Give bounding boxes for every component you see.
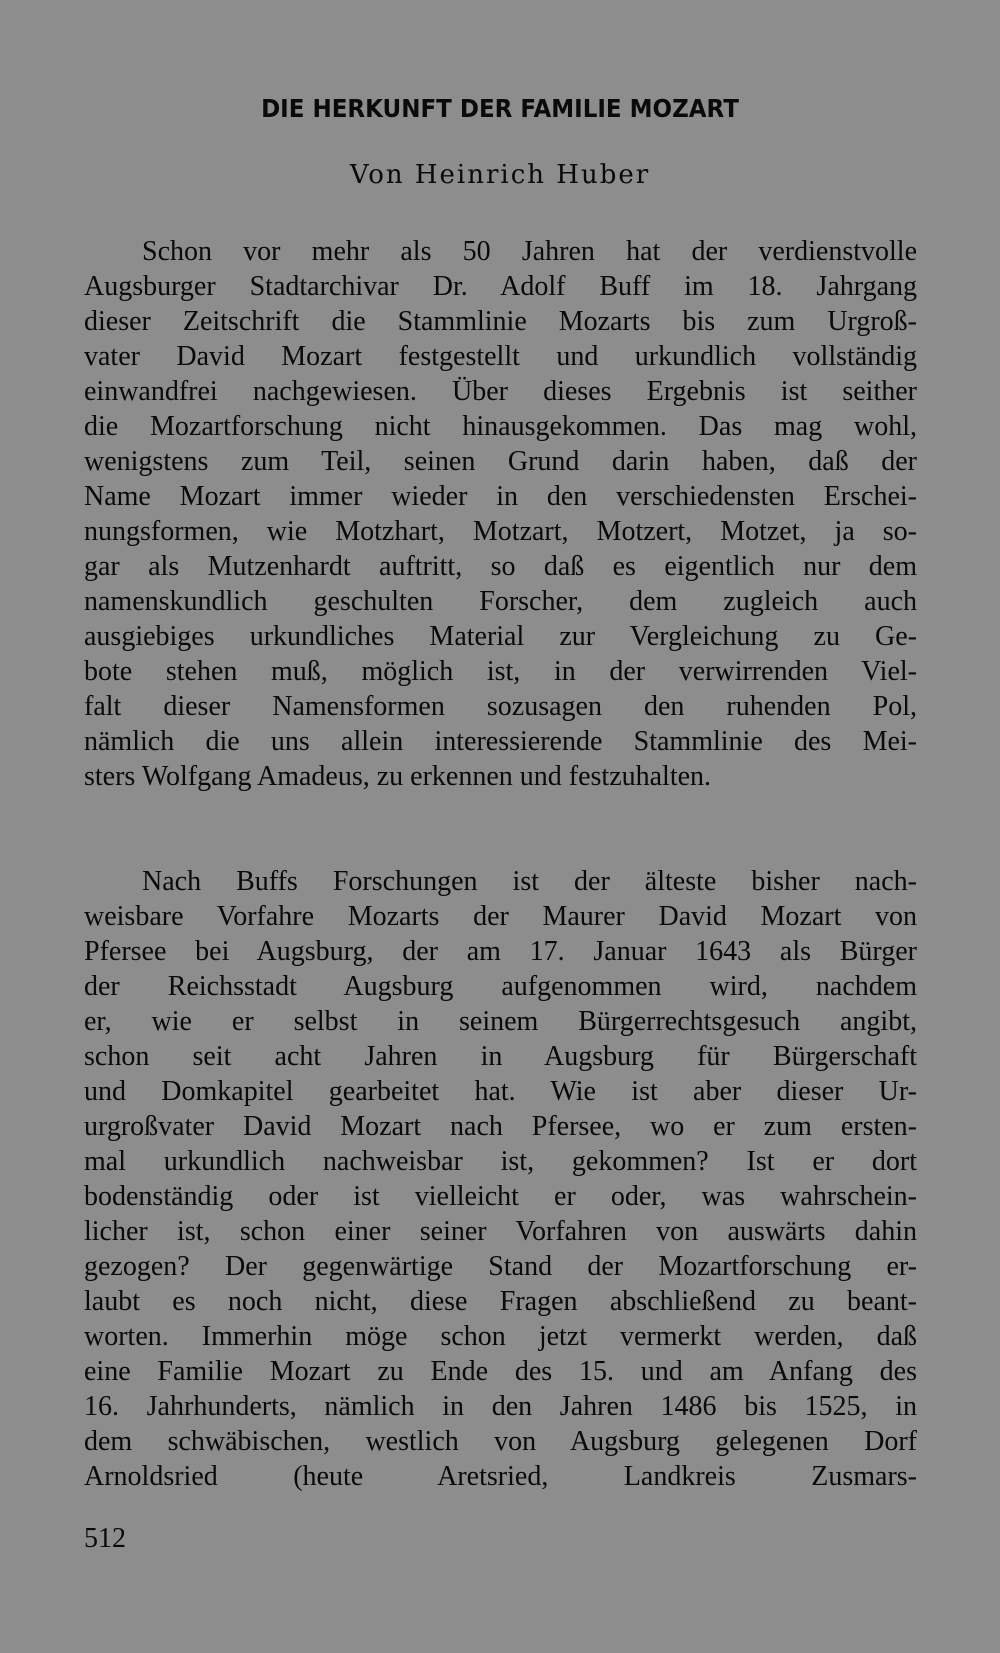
text-line: einwandfrei nachgewiesen. Über dieses Ergebnis ist seither — [84, 376, 917, 407]
text-line: schon seit acht Jahren in Augsburg für Bürgerschaft — [84, 1041, 917, 1072]
text-line: dieser Zeitschrift die Stammlinie Mozarts bis zum Urgroß- — [84, 306, 917, 337]
text-line: wenigstens zum Teil, seinen Grund darin haben, daß der — [84, 446, 917, 477]
text-line: falt dieser Namensformen sozusagen den ruhenden Pol, — [84, 691, 917, 722]
text-line: weisbare Vorfahre Mozarts der Maurer David Mozart von — [84, 901, 917, 932]
text-line: nämlich die uns allein interessierende Stammlinie des Mei- — [84, 726, 917, 757]
text-line: sters Wolfgang Amadeus, zu erkennen und festzuhalten. — [84, 761, 712, 792]
text-line: Augsburger Stadtarchivar Dr. Adolf Buff im 18. Jahrgang — [84, 271, 917, 302]
text-line: eine Familie Mozart zu Ende des 15. und am Anfang des — [84, 1356, 917, 1387]
text-line: Pfersee bei Augsburg, der am 17. Januar 1643 als Bürger — [84, 936, 917, 967]
text-line: der Reichsstadt Augsburg aufgenommen wird, nachdem — [84, 971, 917, 1002]
text-line: bodenständig oder ist vielleicht er oder, was wahrschein- — [84, 1181, 917, 1212]
text-line: laubt es noch nicht, diese Fragen abschließend zu beant- — [84, 1286, 917, 1317]
text-line: vater David Mozart festgestellt und urkundlich vollständig — [84, 341, 917, 372]
article-author: Von Heinrich Huber — [349, 160, 651, 190]
text-line: ausgiebiges urkundliches Material zur Vergleichung zu Ge- — [84, 621, 917, 652]
text-line: licher ist, schon einer seiner Vorfahren von auswärts dahin — [84, 1216, 917, 1247]
text-line: 16. Jahrhunderts, nämlich in den Jahren 1486 bis 1525, in — [84, 1391, 917, 1422]
text-line: und Domkapitel gearbeitet hat. Wie ist aber dieser Ur- — [84, 1076, 917, 1107]
text-line: er, wie er selbst in seinem Bürgerrechtsgesuch angibt, — [84, 1006, 917, 1037]
paragraph-2 — [84, 864, 917, 1494]
text-line: die Mozartforschung nicht hinausgekommen. Das mag wohl, — [84, 411, 917, 442]
text-line: Nach Buffs Forschungen ist der älteste bisher nach- — [142, 866, 917, 897]
text-line: Schon vor mehr als 50 Jahren hat der verdienstvolle — [142, 236, 917, 267]
text-line: worten. Immerhin möge schon jetzt vermerkt werden, daß — [84, 1321, 917, 1352]
article-title: DIE HERKUNFT DER FAMILIE MOZART — [261, 94, 739, 123]
text-line: dem schwäbischen, westlich von Augsburg gelegenen Dorf — [84, 1426, 917, 1457]
text-line: urgroßvater David Mozart nach Pfersee, wo er zum ersten- — [84, 1111, 917, 1142]
text-line: mal urkundlich nachweisbar ist, gekommen? Ist er dort — [84, 1146, 917, 1177]
text-line: namenskundlich geschulten Forscher, dem zugleich auch — [84, 586, 917, 617]
text-line: Name Mozart immer wieder in den verschiedensten Erschei- — [84, 481, 917, 512]
text-line: Arnoldsried (heute Aretsried, Landkreis Zusmars- — [84, 1461, 917, 1492]
text-line: bote stehen muß, möglich ist, in der verwirrenden Viel- — [84, 656, 917, 687]
text-line: nungsformen, wie Motzhart, Motzart, Motzert, Motzet, ja so- — [84, 516, 917, 547]
text-line: gezogen? Der gegenwärtige Stand der Mozartforschung er- — [84, 1251, 917, 1282]
text-line: gar als Mutzenhardt auftritt, so daß es eigentlich nur dem — [84, 551, 917, 582]
page-number: 512 — [84, 1523, 126, 1554]
paragraph-1 — [84, 234, 917, 794]
